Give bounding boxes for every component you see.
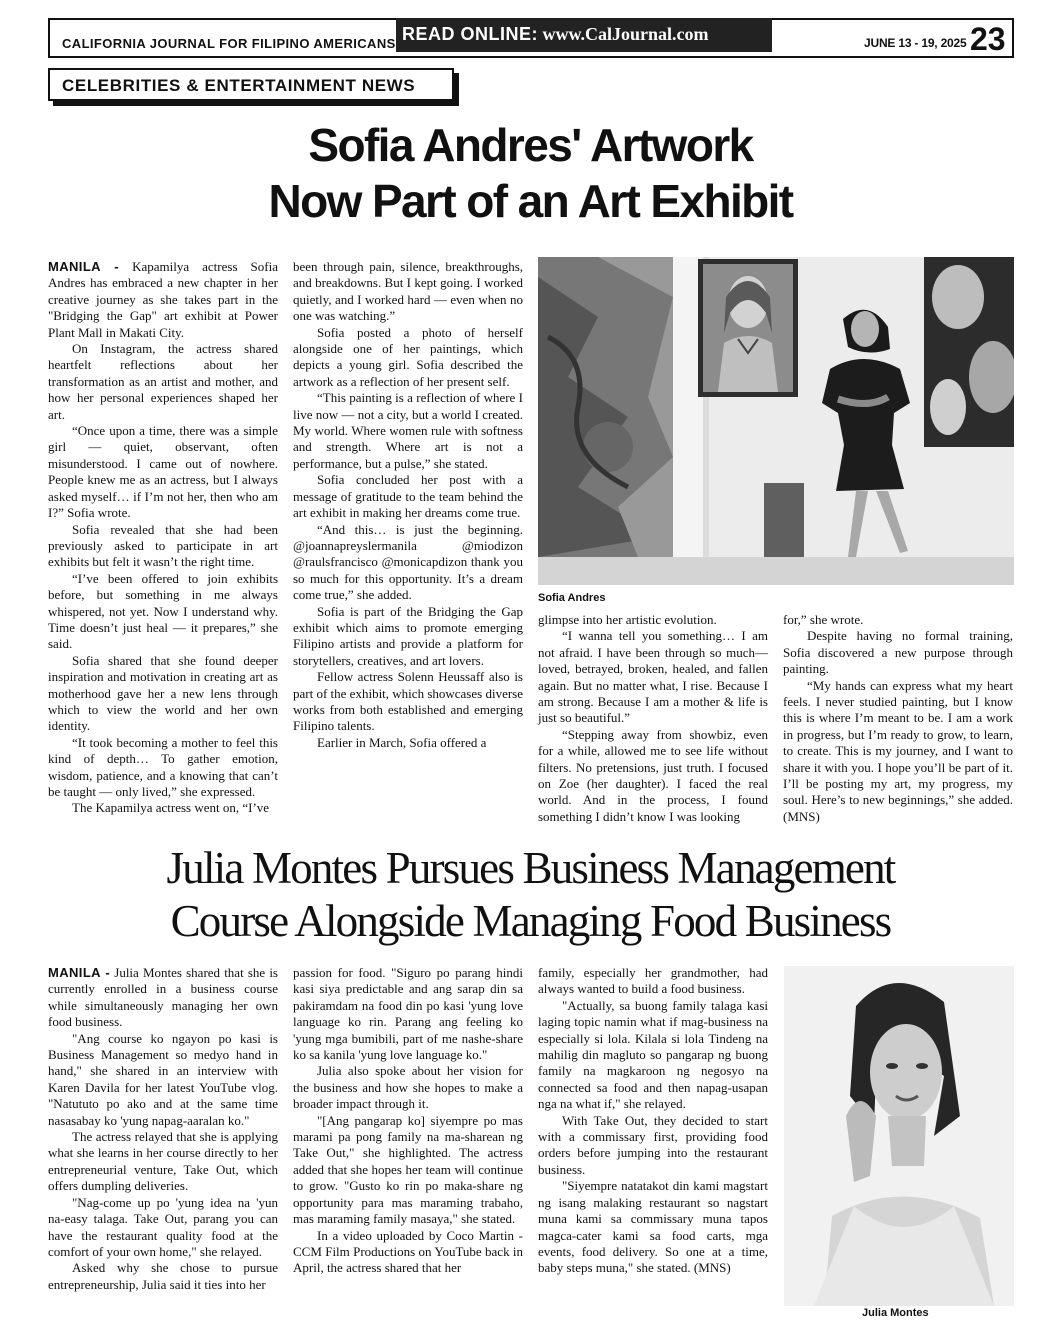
article1-paragraph: “I’ve been offered to join exhibits before, but something in me always whispered, not yet. Now I understand why. Time doesn’t just heal — it prepares,” she said. xyxy=(48,570,278,652)
article1-column-4 xyxy=(783,612,1013,825)
article2-paragraph: The actress relayed that she is applying what she learns in her course directly to her entrepreneurial venture, Take Out, which offers dumpling deliveries. xyxy=(48,1129,278,1194)
article2-column-2 xyxy=(293,965,523,1277)
article1-paragraph: Sofia posted a photo of herself alongside one of her paintings, which depicts a young girl. Sofia described the artwork as a reflection of her present self. xyxy=(293,324,523,389)
article1-paragraph: glimpse into her artistic evolution. xyxy=(538,612,717,627)
article1-column-2 xyxy=(293,259,523,751)
article1-column-3 xyxy=(538,612,768,825)
article2-paragraph: "Nag-come up po 'yung idea na 'yun na-easy talaga. Take Out, parang you can have the restaurant quality food at the comfort of your own home," she relayed. xyxy=(48,1194,278,1259)
article1-paragraph: “Stepping away from showbiz, even for a while, allowed me to see life without filters. No pretensions, just truth. I focused on Zoe (her daughter). I faced the real world. And in the process, I found something I didn’t know I was looking xyxy=(538,726,768,824)
issue-date: JUNE 13 - 19, 2025 xyxy=(864,36,967,50)
article1-paragraph: “Once upon a time, there was a simple girl — quiet, observant, often misunderstood. I came out of nowhere. People knew me as an actress, but I always asked myself… if I’m not her, then who am I?” Sofia wrote. xyxy=(48,423,278,521)
publication-name: CALIFORNIA JOURNAL FOR FILIPINO AMERICANS xyxy=(62,36,396,51)
article2-paragraph: Asked why she chose to pursue entrepreneurship, Julia said it ties into her xyxy=(48,1260,278,1292)
article1-paragraph: “It took becoming a mother to feel this kind of depth… To gather emotion, wisdom, patience, and a knowing that can’t be taught — only lived,” she expressed. xyxy=(48,734,278,799)
article2-paragraph: In a video uploaded by Coco Martin - CCM Film Productions on YouTube back in April, the actress shared that her xyxy=(293,1227,523,1276)
article1-title-line1: Sofia Andres' Artwork xyxy=(308,119,753,171)
article1-paragraph: “My hands can express what my heart feels. I never studied painting, but I know this is where I’m meant to be. I am a work in progress, but I’m ready to grow, to learn, to create. This is my journey, and I want to share it with you. I hope you’ll be part of it. I’ll be posting my art, my progress, my soul. Here’s to new beginnings,” she added. (MNS) xyxy=(783,677,1013,824)
article1-paragraph: for,” she wrote. xyxy=(783,612,864,627)
article2-column-3 xyxy=(538,965,768,1277)
article1-paragraph: Sofia concluded her post with a message of gratitude to the team behind the art exhibit in making her dreams come true. xyxy=(293,472,523,521)
article1-dateline: MANILA - xyxy=(48,259,120,274)
article2-paragraph: "Siyempre natatakot din kami magstart ng isang malaking restaurant so nagstart muna kami sa commissary muna tapos magca-cater kami sa food carts, mga events, food delivery. So one at a time, baby steps muna," she stated. (MNS) xyxy=(538,1178,768,1276)
website-link[interactable]: www.CalJournal.com xyxy=(542,24,709,44)
gallery-scene-illustration xyxy=(538,257,1014,585)
article2-column-1 xyxy=(48,965,278,1293)
article2-paragraph: MANILA - Julia Montes shared that she is currently enrolled in a business course while simultaneously managing her own food business. xyxy=(48,965,278,1030)
article1-paragraph: MANILA - Kapamilya actress Sofia Andres has embraced a new chapter in her creative journey as she takes part in the "Bridging the Gap" art exhibit at Power Plant Mall in Makati City. xyxy=(48,259,278,340)
julia-photo-caption: Julia Montes xyxy=(862,1307,929,1319)
sofia-andres-photo xyxy=(538,257,1014,585)
article1-paragraph: Earlier in March, Sofia offered a xyxy=(317,734,487,750)
article1-column-1 xyxy=(48,259,278,817)
article1-paragraph: The Kapamilya actress went on, “I’ve xyxy=(72,800,270,816)
page-number: 23 xyxy=(970,21,1006,57)
article1-paragraph: Sofia is part of the Bridging the Gap exhibit which aims to promote emerging Filipino artists and provide a platform for storytellers, creatives, and art lovers. xyxy=(293,603,523,668)
article1-paragraph: “I wanna tell you something… I am not afraid. I have been through so much—loved, betrayed, broken, healed, and fallen again. But no matter what, I rise. Because I am strong. Because I am a mother & life is just so beautiful.” xyxy=(538,628,768,726)
page-header xyxy=(48,18,1014,58)
article1-title-line2: Now Part of an Art Exhibit xyxy=(268,175,793,227)
article1-paragraph: Despite having no formal training, Sofia discovered a new purpose through painting. xyxy=(783,628,1013,677)
article1-paragraph: Sofia revealed that she had been previously asked to participate in art exhibits but felt it wasn’t the right time. xyxy=(48,521,278,570)
article2-paragraph: With Take Out, they decided to start with a commissary first, providing food orders before jumping into the restaurant business. xyxy=(538,1112,768,1177)
article2-dateline: MANILA - xyxy=(48,965,111,980)
article2-paragraph: "[Ang pangarap ko] siyempre po mas marami pa pong family na ma-sharean ng Take Out," she highlighted. The actress added that she hopes her team will continue to grow. "Gusto ko rin po maka-share ng opportunity para mas maraming trabaho, mas maraming family masaya," she stated. xyxy=(293,1112,523,1227)
read-online-banner xyxy=(396,18,772,52)
sofia-photo-caption: Sofia Andres xyxy=(538,592,606,604)
article1-paragraph: Sofia shared that she found deeper inspiration and motivation in creating art as motherhood gave her a new lens through which to view the world and her own identity. xyxy=(48,652,278,734)
article1-paragraph: “And this… is just the beginning. @joannapreyslermanila @miodizon @raulsfrancisco @monicapdizon thank you so much for this opportunity. It’s a dream come true,” she added. xyxy=(293,521,523,603)
article2-title-line1: Julia Montes Pursues Business Management xyxy=(166,843,895,893)
portrait-illustration xyxy=(784,966,1014,1306)
section-label: CELEBRITIES & ENTERTAINMENT NEWS xyxy=(48,68,454,101)
article2-paragraph: "Ang course ko ngayon po kasi is Business Management so medyo hand in hand," she shared in an interview with Karen Davila for her latest YouTube vlog. "Natututo po ako and at the same time nasasabay ko 'yung napag-aaralan ko." xyxy=(48,1030,278,1128)
article2-paragraph: Julia also spoke about her vision for the business and how she hopes to make a broader impact through it. xyxy=(293,1063,523,1112)
article1-paragraph: Fellow actress Solenn Heussaff also is part of the exhibit, which showcases diverse works from both established and emerging Filipino talents. xyxy=(293,669,523,734)
article2-paragraph: family, especially her grandmother, had always wanted to build a food business. xyxy=(538,965,768,997)
article2-paragraph: passion for food. "Siguro po parang hindi kasi siya predictable and ang sarap din sa pakiramdam na food din po kasi 'yung love language ko rin. Parang ang feeling ko 'yung mga bumibili, part of me nashe-share ko sa kanila 'yung love language ko." xyxy=(293,965,523,1063)
article1-paragraph: On Instagram, the actress shared heartfelt reflections about her transformation as an artist and mother, and how her personal experiences shaped her art. xyxy=(48,341,278,422)
article2-title-line2: Course Alongside Managing Food Business xyxy=(170,896,891,946)
article2-paragraph: "Actually, sa buong family talaga kasi laging topic namin what if mag-business na especially si lola. Kilala si lola Tindeng na mahilig din magluto so pangarap ng buong family na magkaroon ng negosyo na connected sa food and then napag-usapan nga na what if," she relayed. xyxy=(538,997,768,1112)
julia-montes-photo xyxy=(784,966,1014,1306)
article1-paragraph: been through pain, silence, breakthroughs, and breakdowns. But I kept going. I worked quietly, and I worked hard — even when no one was watching.” xyxy=(293,259,523,324)
article1-paragraph: “This painting is a reflection of where I live now — not a city, but a world I created. My world. Where women rule with softness and strength. Where art is not a performance, but a pulse,” she stated. xyxy=(293,390,523,471)
read-online-label: READ ONLINE: xyxy=(402,24,538,44)
